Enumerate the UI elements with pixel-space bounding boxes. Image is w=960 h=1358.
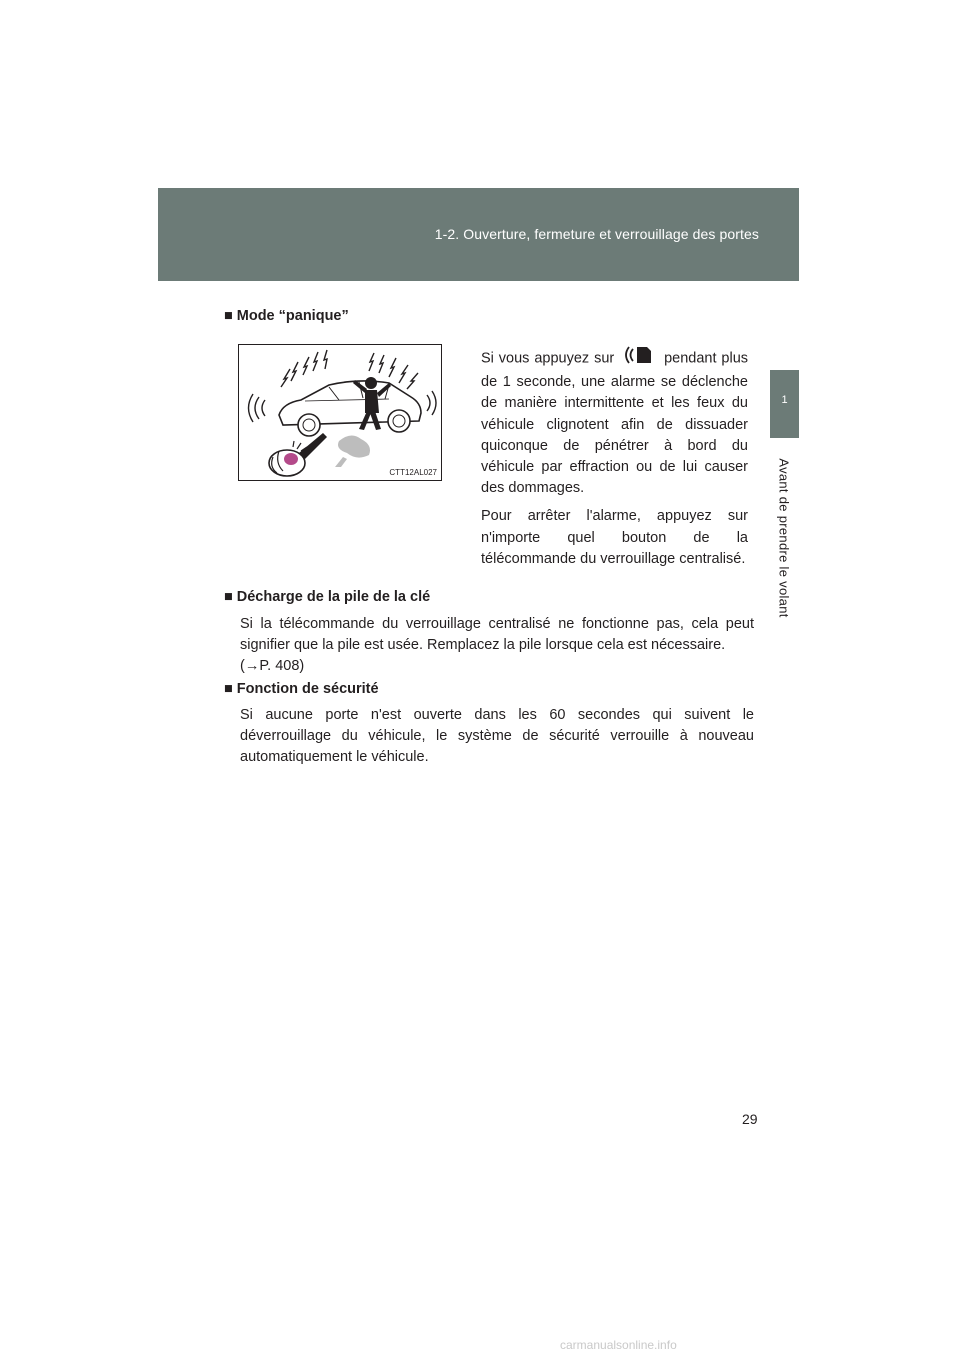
panic-alarm-icon bbox=[623, 345, 655, 372]
section-title: 1-2. Ouverture, fermeture et verrouillage des portes bbox=[434, 226, 759, 242]
panic-heading-text: Mode “panique” bbox=[236, 308, 349, 324]
chapter-tab bbox=[770, 370, 799, 438]
panic-paragraph-2: Pour arrêter l'alarme, appuyez sur n'importe quel bouton de la télécommande du verrouillage centralisé. bbox=[481, 508, 748, 567]
chapter-label: Avant de prendre le volant bbox=[776, 458, 792, 618]
battery-page-reference: (→P. 408) bbox=[240, 658, 305, 675]
heading-marker: ■ bbox=[224, 681, 233, 697]
security-text bbox=[240, 705, 754, 769]
panic-paragraph-1 bbox=[481, 345, 748, 499]
panic-heading bbox=[224, 308, 349, 324]
security-heading-text: Fonction de sécurité bbox=[236, 681, 379, 697]
header-band bbox=[158, 188, 799, 281]
heading-marker: ■ bbox=[224, 589, 233, 605]
battery-paragraph: Si la télécommande du verrouillage centralisé ne fonctionne pas, cela peut signifier que la pile est usée. Remplacez la pile lorsque cela est nécessaire. bbox=[240, 616, 754, 654]
panic-illustration bbox=[238, 344, 442, 481]
panic-text-after-icon: pendant plus de 1 seconde, une alarme se déclenche de manière intermittente et les feux du véhicule clignotent afin de dissuader quiconque de pénétrer à bord du véhicule par effraction ou de lui causer des dommages. bbox=[481, 350, 749, 497]
panic-text-before-icon: Si vous appuyez sur bbox=[481, 350, 615, 367]
car-alarm-illustration bbox=[239, 345, 441, 480]
chapter-number: 1 bbox=[781, 394, 788, 406]
security-heading bbox=[224, 681, 379, 697]
figure-code: CTT12AL027 bbox=[389, 468, 437, 477]
battery-heading-text: Décharge de la pile de la clé bbox=[236, 589, 431, 605]
page-number: 29 bbox=[742, 1111, 758, 1127]
security-paragraph: Si aucune porte n'est ouverte dans les 60 secondes qui suivent le déverrouillage du véhicule, le système de sécurité verrouille à nouveau automatiquement le véhicule. bbox=[240, 707, 754, 766]
battery-heading bbox=[224, 589, 430, 605]
panic-button-glyph bbox=[623, 345, 655, 365]
heading-marker: ■ bbox=[224, 308, 233, 324]
battery-text bbox=[240, 614, 754, 678]
panic-description bbox=[481, 345, 748, 570]
watermark: carmanualsonline.info bbox=[560, 1338, 677, 1352]
